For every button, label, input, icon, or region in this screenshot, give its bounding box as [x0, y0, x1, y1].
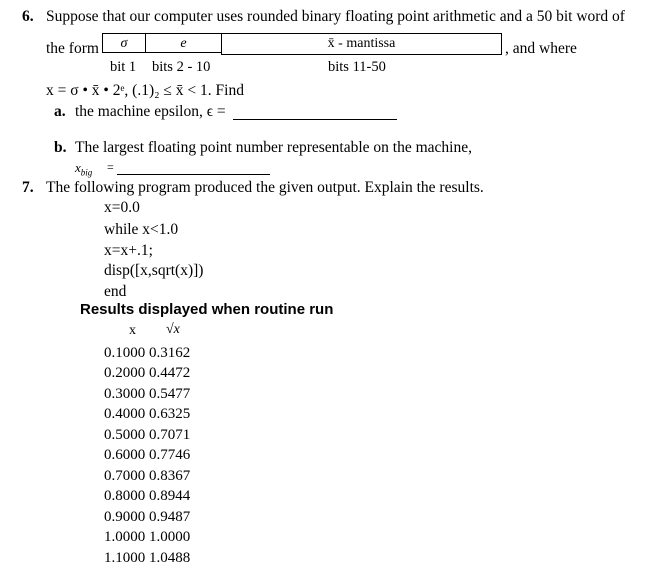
results-heading: Results displayed when routine run: [80, 301, 334, 318]
q7-text: The following program produced the given output. Explain the results.: [46, 179, 484, 196]
result-row: 0.2000 0.4472: [104, 365, 191, 381]
epsilon-answer-blank[interactable]: [233, 119, 397, 120]
results-col-sqrt: √x: [166, 322, 180, 337]
q6-and-where: , and where: [505, 40, 577, 57]
result-row: 0.4000 0.6325: [104, 406, 191, 422]
results-col-x: x: [129, 323, 136, 338]
result-row: 0.7000 0.8367: [104, 468, 191, 484]
result-row: 0.1000 0.3162: [104, 345, 191, 361]
bit-label-sign: bit 1: [110, 59, 137, 75]
word-field-sign: [102, 33, 146, 53]
code-line-4: disp([x,sqrt(x)]): [104, 262, 204, 279]
xbig-x: x: [75, 160, 81, 175]
q6-number: 6.: [22, 8, 34, 25]
part-b-text: The largest floating point number representable on the machine,: [75, 139, 472, 156]
code-line-3: x=x+.1;: [104, 242, 153, 259]
code-line-2: while x<1.0: [104, 221, 179, 238]
result-row: 1.0000 1.0000: [104, 529, 191, 545]
result-row: 0.3000 0.5477: [104, 386, 191, 402]
word-field-exponent: [145, 33, 222, 53]
part-a-letter: a.: [54, 103, 66, 120]
result-row: 0.8000 0.8944: [104, 488, 191, 504]
bit-label-exponent: bits 2 - 10: [152, 59, 211, 75]
result-row: 1.1000 1.0488: [104, 550, 191, 566]
result-row: 0.6000 0.7746: [104, 447, 191, 463]
xbig-answer-blank[interactable]: [117, 174, 270, 175]
code-line-5: end: [104, 283, 127, 300]
q6-formula: x = σ • x̄ • 2ᵉ, (.1)₂ ≤ x̄ < 1. Find: [46, 82, 244, 99]
exponent-symbol: e: [180, 36, 187, 51]
q7-number: 7.: [22, 179, 34, 196]
q6-the-form: the form: [46, 40, 99, 57]
q6-intro: Suppose that our computer uses rounded binary floating point arithmetic and a 50 bit word of: [46, 8, 625, 25]
sign-symbol: σ: [120, 36, 128, 51]
xbig-label: [75, 160, 92, 178]
part-b-letter: b.: [54, 139, 67, 156]
part-a-text: the machine epsilon, ϵ =: [75, 103, 226, 120]
bit-label-mantissa: bits 11-50: [328, 59, 386, 75]
xbig-equals: =: [107, 160, 114, 174]
code-line-1: x=0.0: [104, 199, 140, 216]
result-row: 0.9000 0.9487: [104, 509, 191, 525]
word-field-mantissa: [221, 33, 502, 55]
result-row: 0.5000 0.7071: [104, 427, 191, 443]
mantissa-label: x̄ - mantissa: [327, 36, 396, 51]
xbig-subscript: big: [80, 167, 93, 178]
